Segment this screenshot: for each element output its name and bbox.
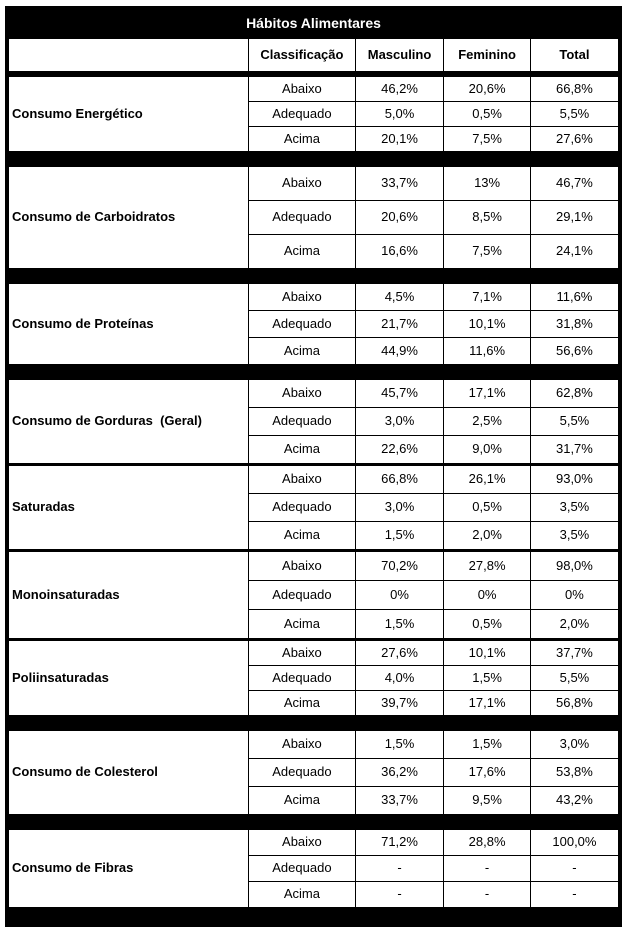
masculino-cell: 20,1% [355, 127, 444, 152]
feminino-cell: 9,0% [444, 436, 531, 465]
masculino-cell: 4,5% [355, 284, 444, 311]
masculino-cell: 21,7% [355, 311, 444, 338]
feminino-cell: 7,5% [444, 235, 531, 269]
category-label: Consumo de Carboidratos [7, 167, 249, 269]
classification-cell: Acima [249, 691, 356, 716]
classification-cell: Adequado [249, 102, 356, 127]
masculino-cell: 16,6% [355, 235, 444, 269]
classification-cell: Abaixo [249, 167, 356, 201]
table-row [7, 74, 620, 102]
total-cell: 43,2% [530, 787, 620, 815]
masculino-cell: 1,5% [355, 610, 444, 640]
classification-cell: Acima [249, 610, 356, 640]
classification-cell: Abaixo [249, 551, 356, 581]
classification-cell: Acima [249, 338, 356, 365]
feminino-cell: - [444, 856, 531, 882]
feminino-cell: 0,5% [444, 610, 531, 640]
group-separator [7, 716, 620, 731]
feminino-cell: 13% [444, 167, 531, 201]
masculino-cell: 44,9% [355, 338, 444, 365]
classification-cell: Adequado [249, 494, 356, 522]
masculino-cell: 33,7% [355, 167, 444, 201]
classification-cell: Abaixo [249, 465, 356, 494]
masculino-cell: 5,0% [355, 102, 444, 127]
table-row [7, 731, 620, 759]
column-header-row [7, 39, 620, 75]
feminino-cell: 10,1% [444, 640, 531, 666]
feminino-cell: 28,8% [444, 830, 531, 856]
feminino-cell: 0% [444, 581, 531, 610]
masculino-cell: 33,7% [355, 787, 444, 815]
total-cell: 3,5% [530, 522, 620, 551]
classification-cell: Acima [249, 127, 356, 152]
table-title-row [7, 8, 620, 39]
group-separator [7, 152, 620, 167]
header-empty-cell [7, 39, 249, 75]
total-cell: 2,0% [530, 610, 620, 640]
masculino-cell: 27,6% [355, 640, 444, 666]
masculino-cell: - [355, 856, 444, 882]
table-row [7, 551, 620, 581]
group-separator [7, 365, 620, 380]
classification-cell: Adequado [249, 666, 356, 691]
masculino-cell: 71,2% [355, 830, 444, 856]
feminino-cell: 20,6% [444, 74, 531, 102]
classification-cell: Adequado [249, 581, 356, 610]
feminino-cell: 2,5% [444, 408, 531, 436]
total-cell: - [530, 882, 620, 908]
masculino-cell: 1,5% [355, 731, 444, 759]
classification-cell: Abaixo [249, 380, 356, 408]
group-separator [7, 269, 620, 284]
total-cell: 56,8% [530, 691, 620, 716]
total-cell: 100,0% [530, 830, 620, 856]
masculino-cell: 3,0% [355, 494, 444, 522]
feminino-cell: 1,5% [444, 666, 531, 691]
total-cell: 5,5% [530, 408, 620, 436]
category-label: Consumo de Fibras [7, 830, 249, 908]
feminino-cell: 8,5% [444, 201, 531, 235]
classification-cell: Adequado [249, 311, 356, 338]
total-cell: 31,8% [530, 311, 620, 338]
category-label: Monoinsaturadas [7, 551, 249, 640]
feminino-cell: 9,5% [444, 787, 531, 815]
classification-cell: Acima [249, 522, 356, 551]
total-cell: 98,0% [530, 551, 620, 581]
masculino-cell: 39,7% [355, 691, 444, 716]
masculino-cell: 0% [355, 581, 444, 610]
feminino-cell: 0,5% [444, 102, 531, 127]
total-cell: 0% [530, 581, 620, 610]
masculino-cell: 46,2% [355, 74, 444, 102]
classification-cell: Adequado [249, 856, 356, 882]
table-row [7, 167, 620, 201]
category-label: Consumo de Gorduras (Geral) [7, 380, 249, 465]
header-feminino: Feminino [444, 39, 531, 75]
table-footer-bar [7, 908, 620, 926]
table-title: Hábitos Alimentares [7, 8, 620, 39]
feminino-cell: 17,6% [444, 759, 531, 787]
feminino-cell: 10,1% [444, 311, 531, 338]
total-cell: 24,1% [530, 235, 620, 269]
feminino-cell: 27,8% [444, 551, 531, 581]
classification-cell: Adequado [249, 759, 356, 787]
table-row [7, 380, 620, 408]
feminino-cell: 7,5% [444, 127, 531, 152]
category-label: Consumo de Colesterol [7, 731, 249, 815]
masculino-cell: 45,7% [355, 380, 444, 408]
total-cell: 3,0% [530, 731, 620, 759]
total-cell: - [530, 856, 620, 882]
masculino-cell: 36,2% [355, 759, 444, 787]
total-cell: 5,5% [530, 666, 620, 691]
feminino-cell: 7,1% [444, 284, 531, 311]
total-cell: 56,6% [530, 338, 620, 365]
masculino-cell: 70,2% [355, 551, 444, 581]
table-row [7, 640, 620, 666]
masculino-cell: 20,6% [355, 201, 444, 235]
total-cell: 53,8% [530, 759, 620, 787]
header-total: Total [530, 39, 620, 75]
classification-cell: Adequado [249, 408, 356, 436]
feminino-cell: 2,0% [444, 522, 531, 551]
header-classificacao: Classificação [249, 39, 356, 75]
feminino-cell: 17,1% [444, 380, 531, 408]
total-cell: 62,8% [530, 380, 620, 408]
feminino-cell: 17,1% [444, 691, 531, 716]
table-row [7, 465, 620, 494]
habitos-alimentares-table [5, 6, 622, 927]
category-label: Consumo Energético [7, 74, 249, 152]
feminino-cell: 26,1% [444, 465, 531, 494]
total-cell: 46,7% [530, 167, 620, 201]
classification-cell: Abaixo [249, 830, 356, 856]
classification-cell: Abaixo [249, 284, 356, 311]
category-label: Consumo de Proteínas [7, 284, 249, 365]
total-cell: 66,8% [530, 74, 620, 102]
total-cell: 11,6% [530, 284, 620, 311]
classification-cell: Acima [249, 882, 356, 908]
classification-cell: Abaixo [249, 640, 356, 666]
header-masculino: Masculino [355, 39, 444, 75]
total-cell: 93,0% [530, 465, 620, 494]
classification-cell: Abaixo [249, 731, 356, 759]
classification-cell: Adequado [249, 201, 356, 235]
total-cell: 27,6% [530, 127, 620, 152]
feminino-cell: - [444, 882, 531, 908]
table-row [7, 284, 620, 311]
masculino-cell: - [355, 882, 444, 908]
total-cell: 3,5% [530, 494, 620, 522]
masculino-cell: 1,5% [355, 522, 444, 551]
classification-cell: Abaixo [249, 74, 356, 102]
classification-cell: Acima [249, 235, 356, 269]
group-separator [7, 815, 620, 830]
classification-cell: Acima [249, 787, 356, 815]
feminino-cell: 0,5% [444, 494, 531, 522]
total-cell: 29,1% [530, 201, 620, 235]
masculino-cell: 3,0% [355, 408, 444, 436]
masculino-cell: 22,6% [355, 436, 444, 465]
feminino-cell: 1,5% [444, 731, 531, 759]
classification-cell: Acima [249, 436, 356, 465]
masculino-cell: 4,0% [355, 666, 444, 691]
table-row [7, 830, 620, 856]
total-cell: 5,5% [530, 102, 620, 127]
total-cell: 37,7% [530, 640, 620, 666]
total-cell: 31,7% [530, 436, 620, 465]
category-label: Poliinsaturadas [7, 640, 249, 716]
feminino-cell: 11,6% [444, 338, 531, 365]
masculino-cell: 66,8% [355, 465, 444, 494]
category-label: Saturadas [7, 465, 249, 551]
